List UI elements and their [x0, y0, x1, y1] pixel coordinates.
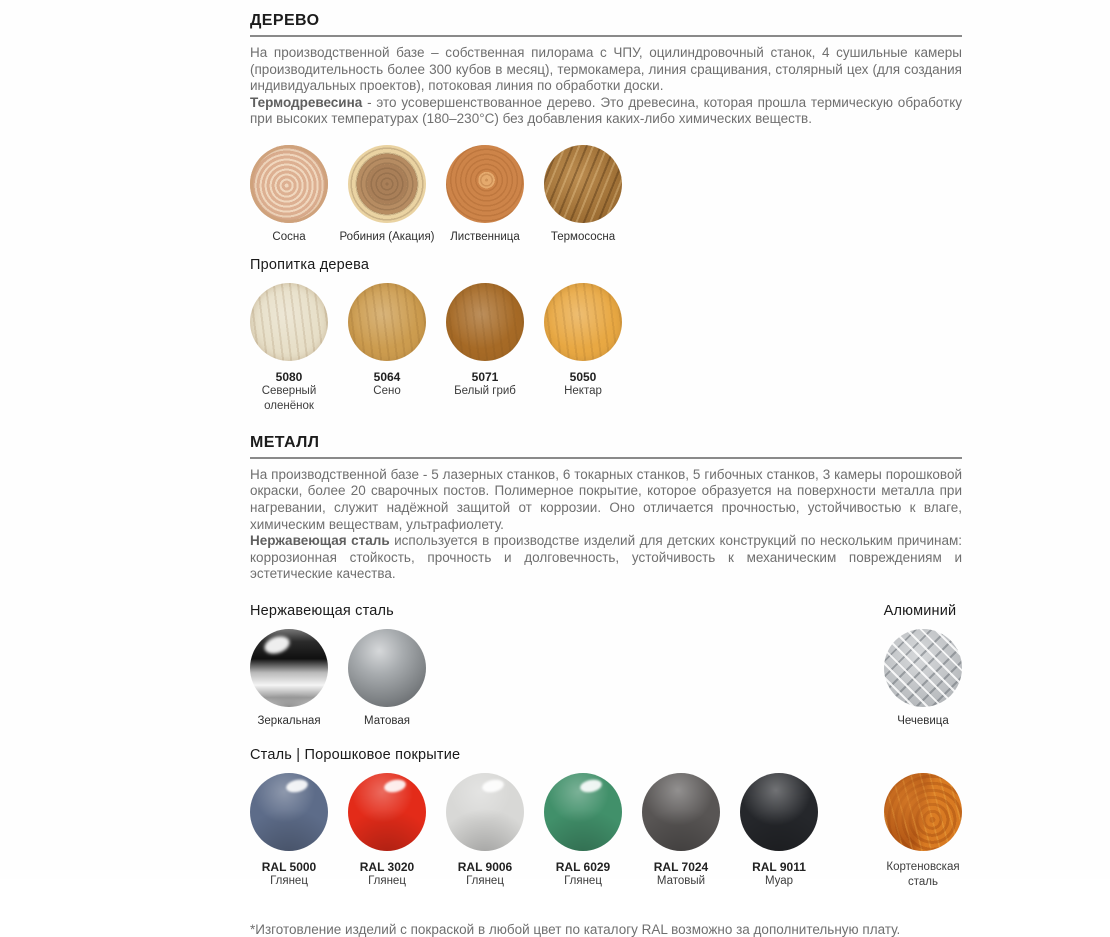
wood-paragraph-2-lead: Термодревесина — [250, 94, 363, 110]
metal-paragraph-2 — [250, 533, 962, 583]
stainless-title: Нержавеющая сталь — [250, 603, 394, 619]
swatch-ral-9006 — [446, 773, 524, 890]
swatch-finish: Матовый — [656, 875, 706, 887]
swatch-thermopine — [544, 145, 622, 243]
swatch-larch — [446, 145, 524, 243]
section-divider — [250, 457, 962, 459]
powder-row — [250, 773, 962, 890]
powder-title: Сталь | Порошковое покрытие — [250, 747, 461, 763]
footnote: *Изготовление изделий с покраской в любой цвет по каталогу RAL возможно за дополнительную плату. — [250, 921, 901, 937]
ral-swatch-circle — [642, 773, 720, 851]
metal-paragraph-2-rest: используется в производстве изделий для детских конструкций по нескольким причинам: коррозионная стойкость, прочность и долговечность, устойчивость к механическим повреждениям и эстетические качества. — [250, 533, 962, 582]
aluminum-title: Алюминий — [883, 603, 957, 619]
pine-swatch-circle — [250, 145, 328, 223]
larch-swatch-circle — [446, 145, 524, 223]
ral-swatch-circle — [250, 773, 328, 851]
swatch-name: Белый гриб — [454, 384, 516, 397]
swatch-ral-7024 — [642, 773, 720, 890]
thermopine-swatch-circle — [544, 145, 622, 223]
swatch-matte-steel — [348, 629, 426, 727]
swatch-code: RAL 9011 — [752, 860, 806, 874]
swatch-code: RAL 6029 — [555, 860, 611, 874]
wood-section-title: ДЕРЕВО — [250, 12, 320, 29]
stainless-aluminum-block — [250, 603, 962, 727]
swatch-ral-9011 — [740, 773, 818, 890]
swatch-name: Северный оленёнок — [261, 384, 317, 412]
swatch-label: Термососна — [550, 230, 616, 243]
swatch-label: Зеркальная — [257, 715, 321, 727]
impregnation-row — [250, 283, 962, 414]
swatch-robinia — [339, 145, 435, 243]
swatch-name: Кортеновская сталь — [886, 861, 960, 888]
content-column — [250, 0, 962, 937]
metal-section-title: МЕТАЛЛ — [250, 433, 320, 451]
swatch-ral-6029 — [544, 773, 622, 890]
metal-paragraph-1: На производственной базе - 5 лазерных станков, 6 токарных станков, 5 гибочных станков, 3 камеры порошковой окраски, более 20 сварочных постов. Полимерное покрытие, которое образуется на поверхности металла при нагревании, служит надёжной защитой от коррозии. Оно отличается прочностью, устойчивостью к влаге, химическим веществам, ультрафиолету. — [250, 466, 962, 532]
robinia-swatch-circle — [348, 145, 426, 223]
swatch-finish: Глянец — [368, 875, 406, 887]
swatch-finish: Глянец — [466, 875, 504, 887]
swatch-code: RAL 9006 — [457, 860, 513, 874]
impregnation-swatch-circle — [348, 283, 426, 361]
swatch-label: Матовая — [364, 715, 410, 727]
swatch-code: RAL 7024 — [653, 860, 709, 874]
swatch-ral-5000 — [250, 773, 328, 890]
swatch-ral-3020 — [348, 773, 426, 890]
swatch-label: Чечевица — [897, 715, 949, 727]
ral-swatch-circle — [446, 773, 524, 851]
stainless-row — [250, 629, 426, 727]
swatch-5064 — [348, 283, 426, 414]
swatch-name: Сено — [373, 384, 401, 397]
impregnation-swatch-circle — [446, 283, 524, 361]
ral-swatch-circle — [544, 773, 622, 851]
swatch-name: Нектар — [564, 384, 602, 397]
swatch-code: 5064 — [373, 369, 401, 384]
swatch-code: RAL 3020 — [359, 860, 415, 874]
metal-paragraph-2-lead: Нержавеющая сталь — [250, 533, 390, 549]
aluminum-column — [884, 603, 962, 727]
wood-paragraph-2-rest: - это усовершенствованное дерево. Это древесина, которая прошла термическую обработку при высоких температурах (180–230°С) без добавления каких-либо химических веществ. — [250, 94, 962, 127]
impregnation-swatch-circle — [544, 283, 622, 361]
swatch-5050 — [544, 283, 622, 414]
swatch-5071 — [446, 283, 524, 414]
swatch-corten — [884, 773, 962, 890]
swatch-label: Сосна — [272, 230, 306, 243]
wood-paragraph-1: На производственной базе – собственная пилорама с ЧПУ, оцилиндровочный станок, 4 сушильные камеры (производительность более 300 кубов в месяц), термокамера, линия сращивания, столярный цех (для создания индивидуальных проектов), потоковая линия по обработки доски. — [250, 45, 962, 94]
corten-swatch-circle — [884, 773, 962, 851]
section-divider — [250, 35, 962, 37]
swatch-code: 5050 — [569, 369, 597, 384]
stainless-column — [250, 603, 426, 727]
ral-swatch-circle — [348, 773, 426, 851]
mirror-steel-sphere — [250, 629, 328, 707]
swatch-code: 5071 — [471, 369, 499, 384]
swatch-pine — [250, 145, 328, 243]
swatch-finish: Глянец — [270, 875, 308, 887]
swatch-finish: Муар — [764, 875, 794, 887]
swatch-code: RAL 5000 — [261, 860, 317, 874]
matte-steel-sphere — [348, 629, 426, 707]
ral-swatch-circle — [740, 773, 818, 851]
swatch-code: 5080 — [275, 369, 303, 384]
impregnation-title: Пропитка дерева — [250, 256, 370, 273]
swatch-label: Лиственница — [450, 230, 520, 243]
swatch-finish: Глянец — [564, 875, 602, 887]
impregnation-swatch-circle — [250, 283, 328, 361]
swatch-5080 — [250, 283, 328, 414]
aluminum-checker-circle — [884, 629, 962, 707]
swatch-label: Робиния (Акация) — [339, 230, 435, 243]
wood-paragraph-2 — [250, 95, 962, 128]
wood-species-row — [250, 145, 962, 243]
swatch-mirror-steel — [250, 629, 328, 727]
